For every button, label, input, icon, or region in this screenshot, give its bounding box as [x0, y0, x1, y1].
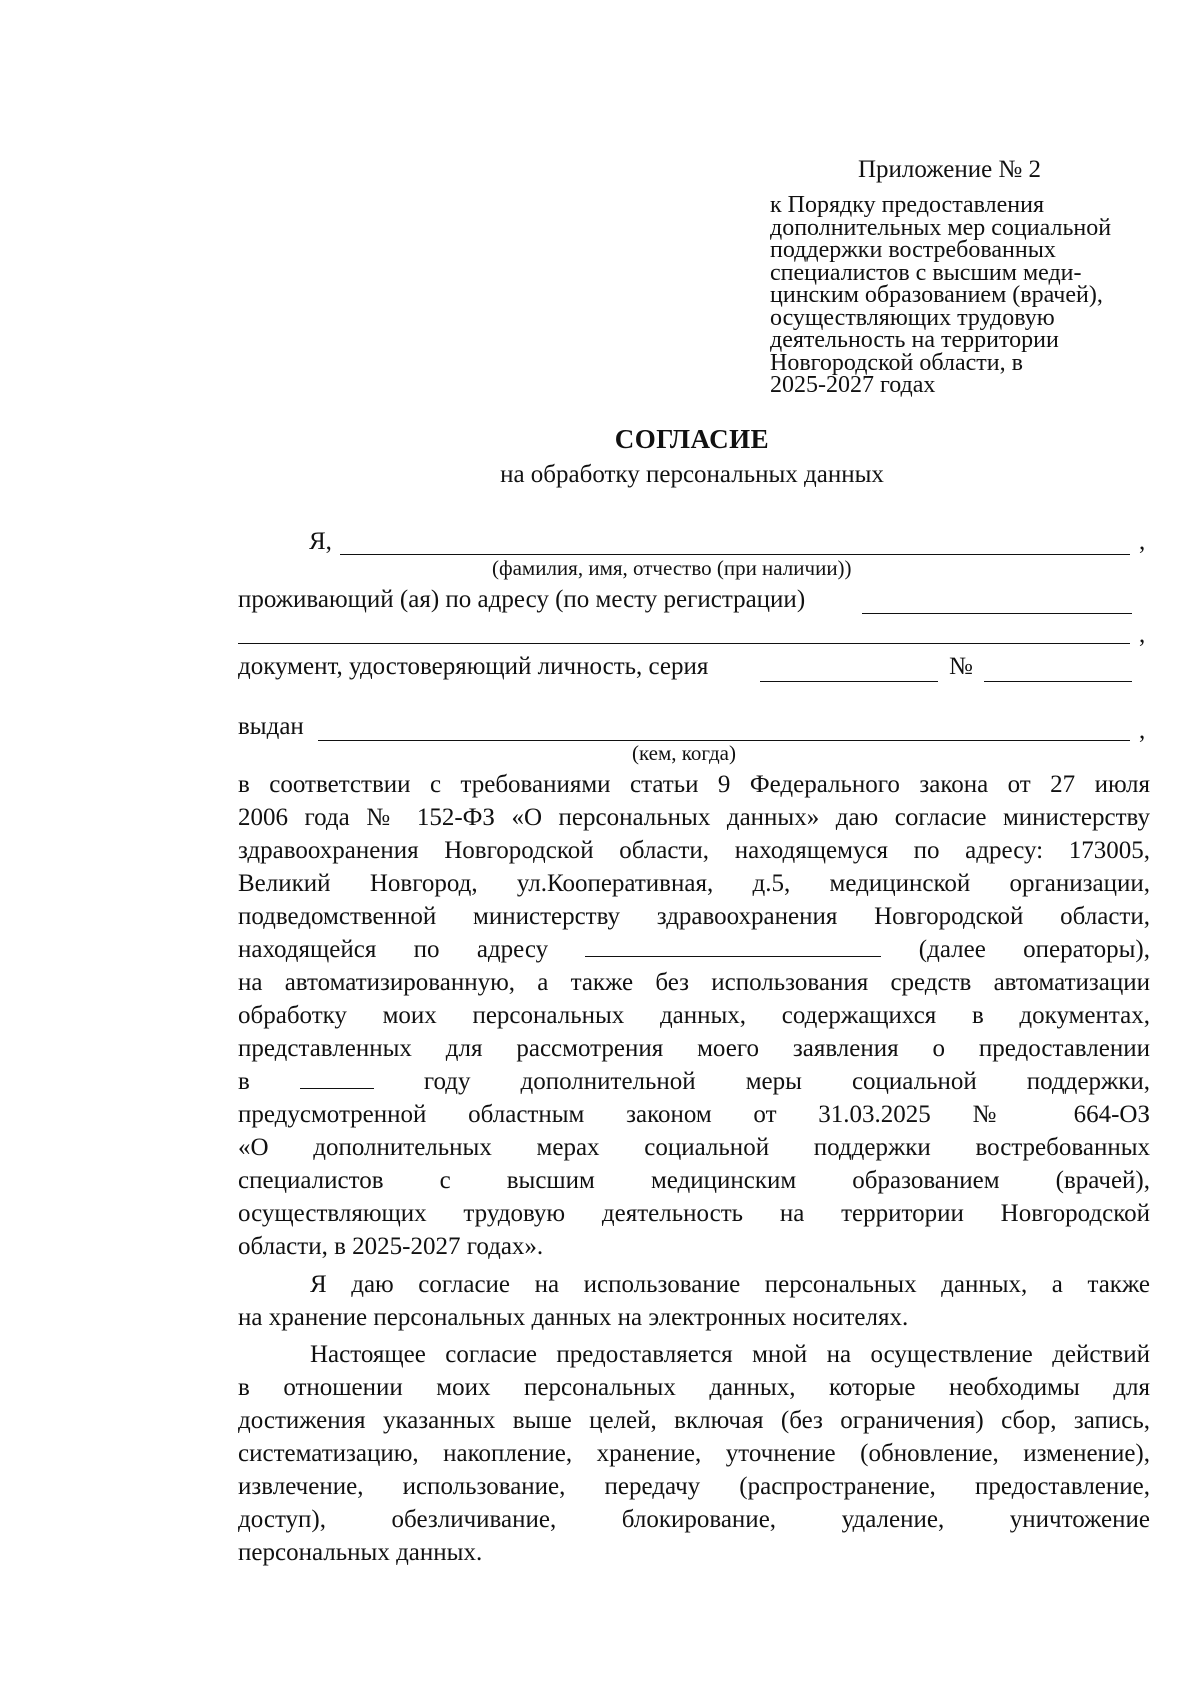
address-field-line[interactable] — [862, 613, 1132, 614]
operator-address-line[interactable] — [585, 934, 881, 957]
text-line: на хранение персональных данных на электронных носителях. — [238, 1304, 909, 1331]
consent-paragraph — [238, 768, 1150, 1263]
text-line: осуществляющих трудовую деятельность на территории Новгородской — [238, 1200, 1150, 1227]
name-hint: (фамилия, имя, отчество (при наличии)) — [492, 556, 852, 580]
issued-label: выдан — [238, 713, 304, 740]
address-field-line-2[interactable] — [238, 643, 1130, 644]
appendix-line: осуществляющих трудовую — [770, 304, 1055, 331]
text-line: области, в 2025-2027 годах». — [238, 1233, 544, 1260]
text-line: представленных для рассмотрения моего заявления о предоставлении — [238, 1035, 1150, 1062]
comma: , — [1139, 621, 1146, 648]
text-line: подведомственной министерству здравоохранения Новгородской области, — [238, 903, 1150, 930]
document-subtitle: на обработку персональных данных — [500, 461, 884, 488]
name-prefix: Я, — [309, 528, 332, 555]
text-fragment: году дополнительной меры социальной поддержки, — [423, 1068, 1151, 1095]
text-line: извлечение, использование, передачу (распространение, предоставление, — [238, 1473, 1150, 1500]
text-line: Великий Новгород, ул.Кооперативная, д.5, медицинской организации, — [238, 870, 1150, 897]
text-line: здравоохранения Новгородской области, находящемуся по адресу: 173005, — [238, 837, 1150, 864]
text-line — [238, 933, 1150, 966]
document-series-line[interactable] — [760, 681, 938, 682]
document-title: СОГЛАСИЕ — [614, 424, 770, 454]
number-label: № — [949, 653, 973, 680]
actions-paragraph — [238, 1338, 1150, 1569]
appendix-description — [770, 194, 1170, 397]
text-fragment: в — [238, 1068, 250, 1095]
appendix-title: Приложение № 2 — [858, 156, 1042, 183]
appendix-line: цинским образованием (врачей), — [770, 282, 1103, 308]
text-line: на автоматизированную, а также без использования средств автоматизации — [238, 969, 1150, 996]
text-line — [238, 1065, 1150, 1098]
text-line: специалистов с высшим медицинским образованием (врачей), — [238, 1167, 1150, 1194]
text-fragment: находящейся по адресу — [238, 936, 549, 963]
text-line: обработку моих персональных данных, содержащихся в документах, — [238, 1002, 1150, 1029]
appendix-line: к Порядку предоставления — [770, 192, 1045, 218]
appendix-line: деятельность на территории — [770, 327, 1059, 353]
document-label: документ, удостоверяющий личность, серия — [238, 653, 709, 680]
text-line: в соответствии с требованиями статьи 9 Федерального закона от 27 июля — [238, 771, 1150, 798]
comma: , — [1139, 717, 1146, 744]
name-field-line[interactable] — [340, 554, 1130, 555]
address-label: проживающий (ая) по адресу (по месту регистрации) — [238, 586, 806, 613]
comma: , — [1139, 528, 1146, 555]
appendix-line: специалистов с высшим меди- — [770, 259, 1082, 286]
text-line: систематизацию, накопление, хранение, уточнение (обновление, изменение), — [238, 1440, 1150, 1467]
appendix-line: поддержки востребованных — [770, 237, 1056, 263]
text-line: 2006 года № 152-ФЗ «О персональных данных» даю согласие министерству — [238, 804, 1150, 831]
text-line: «О дополнительных мерах социальной поддержки востребованных — [238, 1134, 1150, 1161]
text-fragment: (далее операторы), — [918, 936, 1151, 963]
document-number-line[interactable] — [984, 681, 1132, 682]
text-line: Я даю согласие на использование персональных данных, а также — [310, 1271, 1150, 1298]
appendix-line: дополнительных мер социальной — [770, 214, 1112, 241]
text-line: персональных данных. — [238, 1539, 483, 1566]
appendix-line: 2025-2027 годах — [770, 372, 936, 398]
text-line: в отношении моих персональных данных, которые необходимы для — [238, 1374, 1150, 1401]
appendix-line: Новгородской области, в — [770, 349, 1023, 376]
text-line: предусмотренной областным законом от 31.03.2025 № 664-ОЗ — [238, 1101, 1150, 1128]
year-field-line[interactable] — [300, 1066, 374, 1089]
text-line: доступ), обезличивание, блокирование, удаление, уничтожение — [238, 1506, 1150, 1533]
storage-consent-paragraph — [238, 1268, 1150, 1334]
issued-hint: (кем, когда) — [632, 741, 736, 765]
text-line: Настоящее согласие предоставляется мной на осуществление действий — [310, 1341, 1150, 1368]
text-line: достижения указанных выше целей, включая (без ограничения) сбор, запись, — [238, 1407, 1150, 1434]
